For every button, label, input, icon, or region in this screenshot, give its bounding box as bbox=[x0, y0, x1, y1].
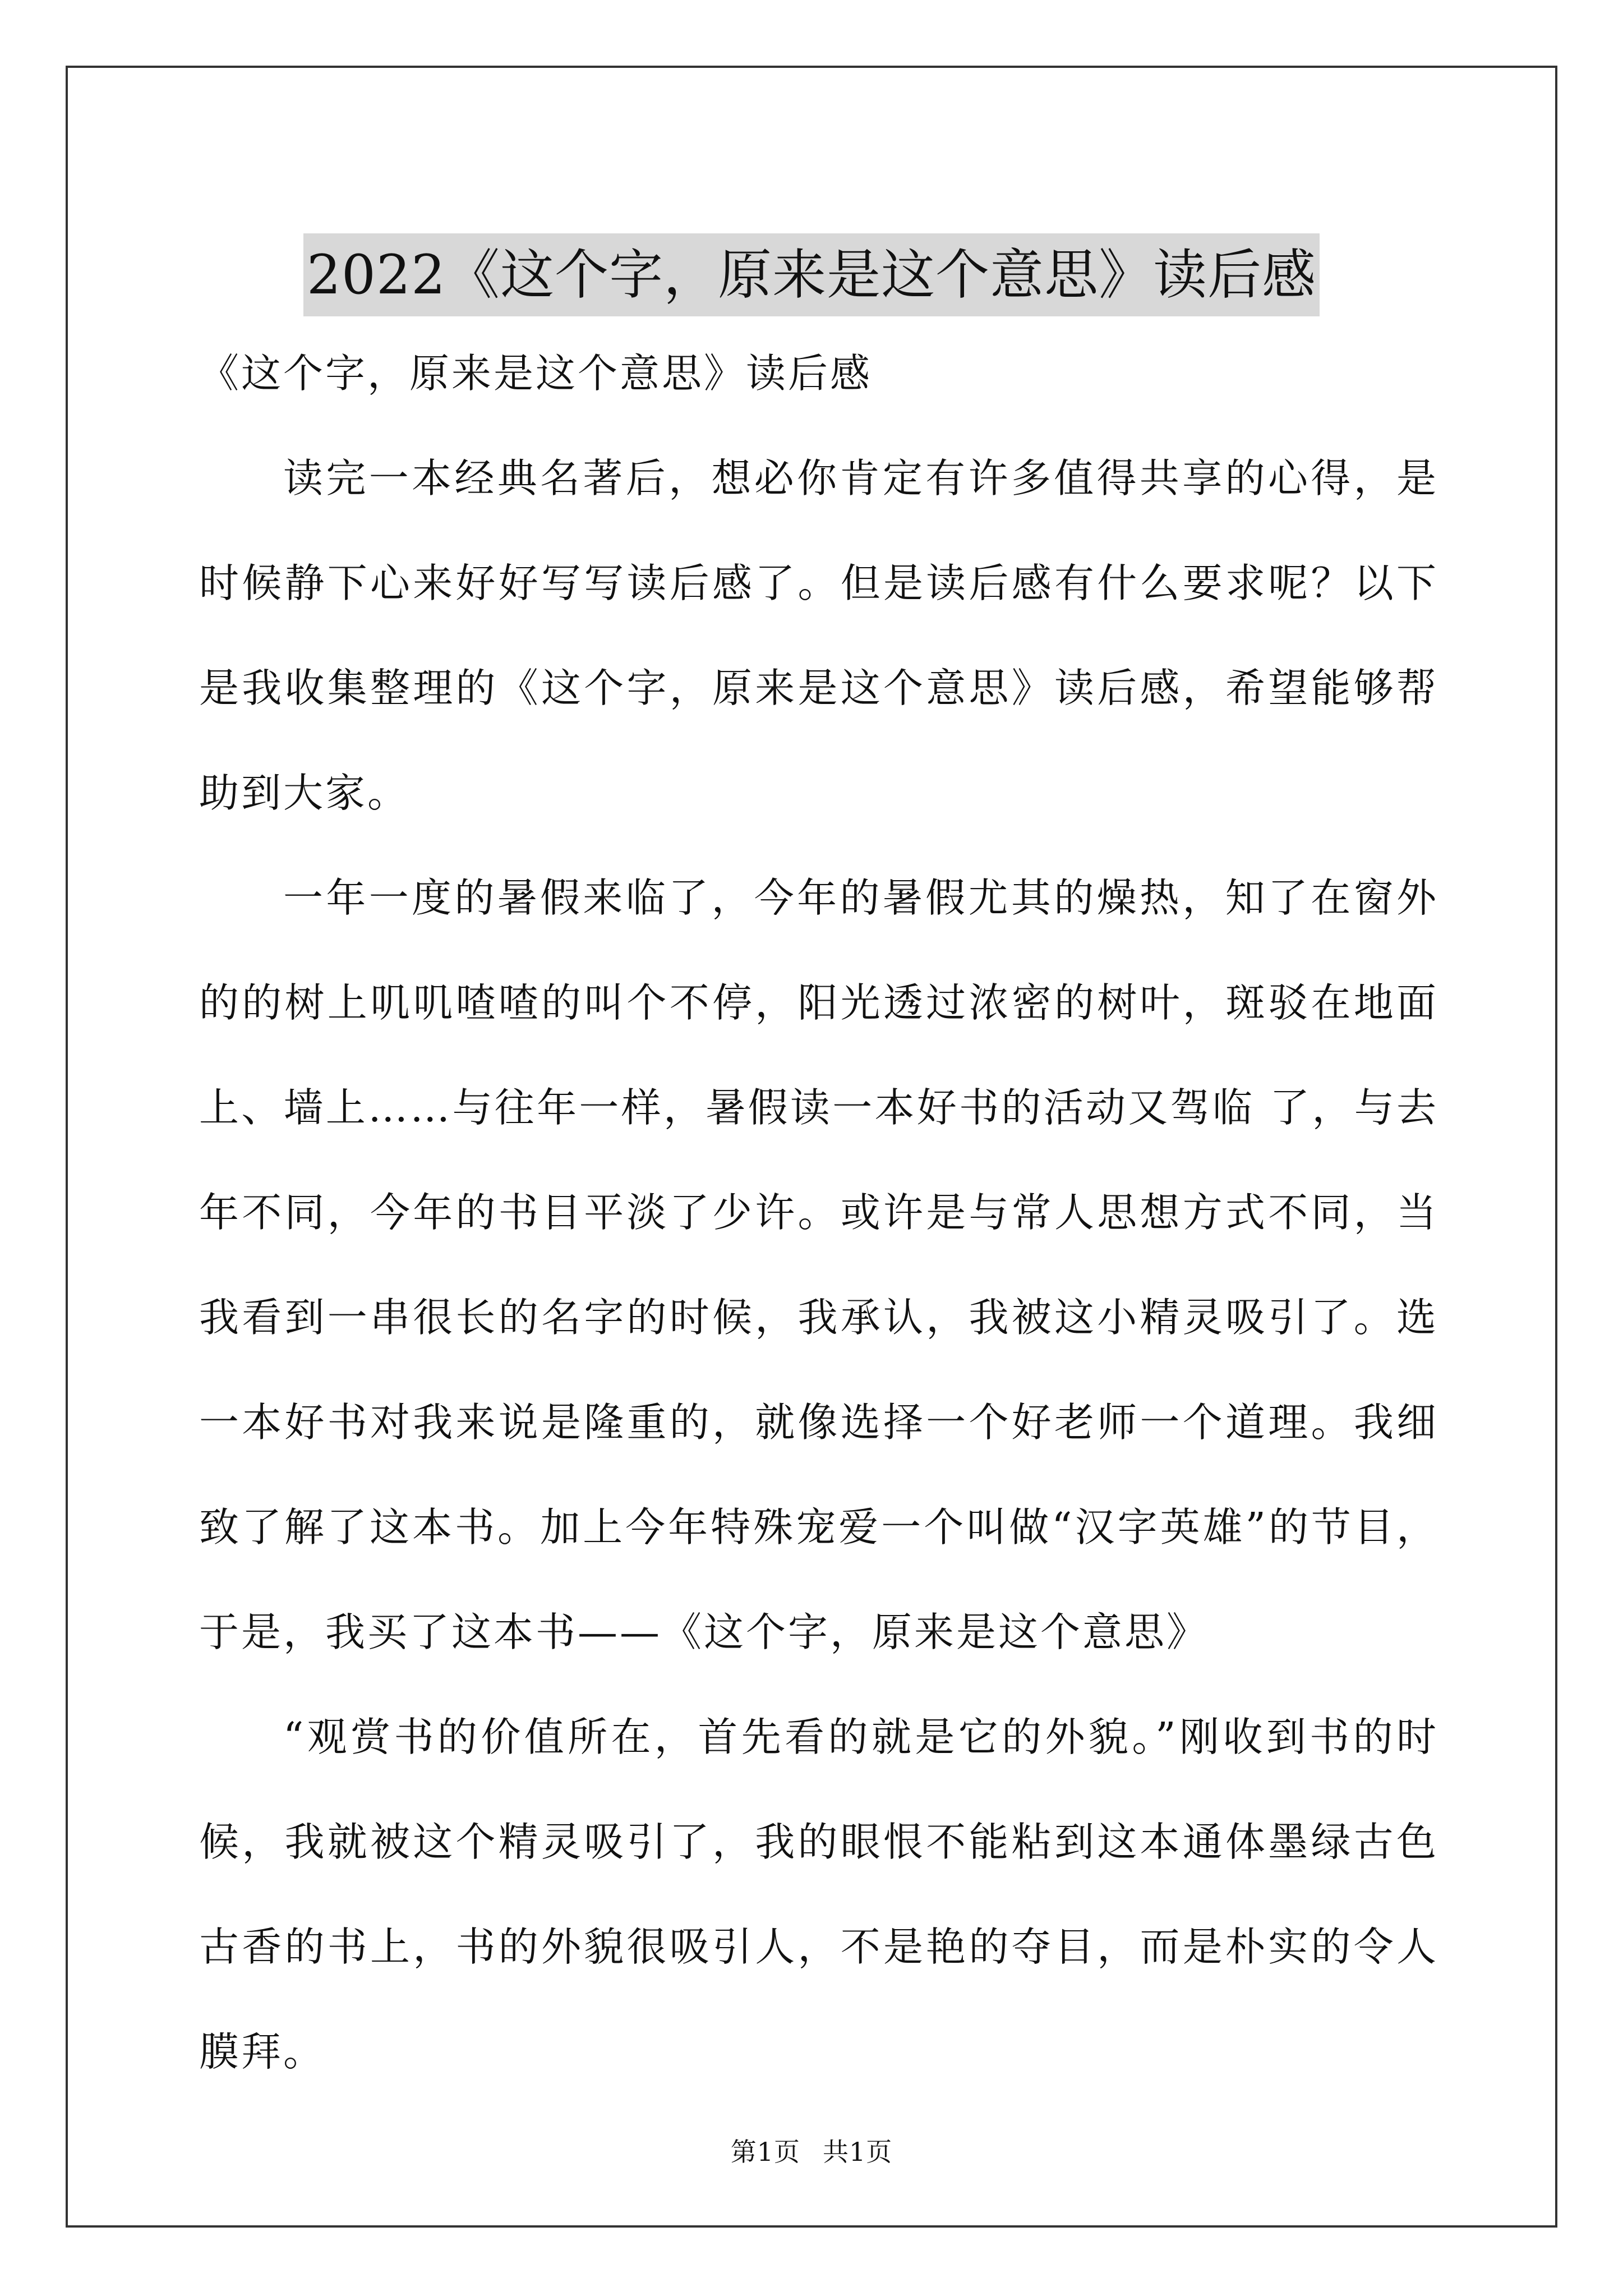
subtitle-line: 《这个字，原来是这个意思》读后感 bbox=[199, 350, 873, 397]
paragraph-1: 读完一本经典名著后，想必你肯定有许多值得共享的心得，是时候静下心来好好写写读后感了。但是读后感有什么要求呢？以下是我收集整理的《这个字，原来是这个意思》读后感，希望能够帮助到大家。 bbox=[199, 455, 1438, 816]
document-title: 2022《这个字，原来是这个意思》读后感 bbox=[303, 233, 1320, 316]
document-body bbox=[199, 321, 1438, 2104]
page-footer bbox=[0, 2135, 1623, 2169]
page-number: 第1页 bbox=[730, 2137, 800, 2167]
paragraph-3: “观赏书的价值所在，首先看的就是它的外貌。”刚收到书的时候，我就被这个精灵吸引了，我的眼恨不能粘到这本通体墨绿古色古香的书上，书的外貌很吸引人，不是艳的夺目，而是朴实的令人膜拜。 bbox=[199, 1714, 1438, 2075]
page-total: 共1页 bbox=[823, 2137, 893, 2167]
paragraph-2: 一年一度的暑假来临了，今年的暑假尤其的燥热，知了在窗外的的树上叽叽喳喳的叫个不停，阳光透过浓密的树叶，斑驳在地面上、墙上……与往年一样，暑假读一本好书的活动又驾临 了，与去年不同，今年的书目平淡了少许。或许是与常人思想方式不同，当我看到一串很长的名字的时候，我承认，我被这小精灵吸引了。选一本好书对我来说是隆重的，就像选择一个好老师一个道理。我细致了解了这本书。加上今年特殊宠爱一个叫做“汉字英雄”的节目，于是，我买了这本书——《这个字，原来是这个意思》 bbox=[199, 875, 1438, 1655]
